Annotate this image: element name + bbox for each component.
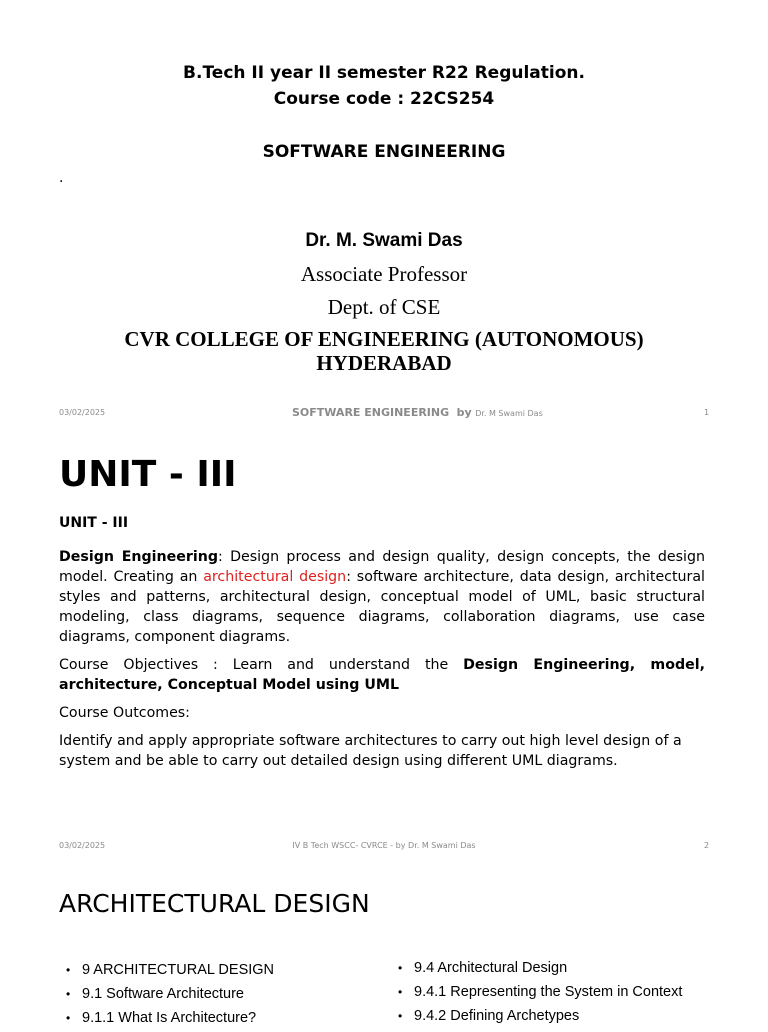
toc-item-label: 9.1.1 What Is Architecture? xyxy=(82,1010,257,1026)
design-text-1: : Design process and design quality, design concepts, the design model. Creating an xyxy=(59,549,705,585)
toc-item[interactable] xyxy=(66,1008,274,1032)
unit-subheading: UNIT - III xyxy=(59,515,129,531)
footer-date: 03/02/2025 xyxy=(59,408,106,417)
toc-item[interactable] xyxy=(66,984,274,1008)
toc-item[interactable] xyxy=(398,982,682,1006)
bullet-icon: • xyxy=(66,1011,71,1025)
bullet-icon: • xyxy=(398,985,403,999)
toc-item-label: 9.1 Software Architecture xyxy=(82,986,244,1002)
design-engineering-label: Design Engineering xyxy=(59,549,218,565)
subject-title: SOFTWARE ENGINEERING xyxy=(262,142,506,162)
architectural-design-heading: ARCHITECTURAL DESIGN xyxy=(59,889,370,918)
toc-item-label: 9.4 Architectural Design xyxy=(414,960,568,976)
footer-center-2: IV B Tech WSCC- CVRCE - by Dr. M Swami Das xyxy=(292,841,476,850)
toc-item-label: 9.4.1 Representing the System in Context xyxy=(414,984,683,1000)
footer-page-number-2: 2 xyxy=(704,841,710,850)
objectives-bold: Design Engineering, model, architecture, Conceptual Model using UML xyxy=(59,657,705,693)
course-outcomes-text: Identify and apply appropriate software architectures to carry out high level design of a system and be able to carry out detailed design using different UML diagrams. xyxy=(59,733,682,769)
footer-subject: SOFTWARE ENGINEERING xyxy=(292,406,450,419)
author-designation: Associate Professor xyxy=(300,262,468,286)
toc-left-list xyxy=(66,960,274,1032)
design-text-2: : software architecture, data design, architectural styles and patterns, architectural design, conceptual model of UML, basic structural modeling, class diagrams, sequence diagrams, collaboration diagrams, use case diagrams, component diagrams. xyxy=(59,569,705,645)
bullet-icon: • xyxy=(398,1009,403,1023)
unit-heading: UNIT - III xyxy=(59,454,237,495)
toc-item[interactable] xyxy=(398,1006,682,1030)
footer-date-2: 03/02/2025 xyxy=(59,841,106,850)
design-engineering-paragraph xyxy=(59,547,705,647)
footer-author: Dr. M Swami Das xyxy=(475,409,543,418)
toc-item-label: 9 ARCHITECTURAL DESIGN xyxy=(82,962,275,978)
course-outcomes-label: Course Outcomes: xyxy=(59,705,190,721)
footer-by: by xyxy=(456,406,472,419)
stray-dot: . xyxy=(59,170,64,186)
course-objectives-paragraph xyxy=(59,655,705,695)
toc-item-label: 9.4.2 Defining Archetypes xyxy=(414,1008,580,1024)
objectives-label: Course Objectives : Learn and understand the xyxy=(59,657,464,673)
toc-item[interactable] xyxy=(66,960,274,984)
bullet-icon: • xyxy=(66,963,71,977)
bullet-icon: • xyxy=(66,987,71,1001)
college-city: HYDERABAD xyxy=(316,351,452,375)
toc-right-list xyxy=(398,958,682,1030)
footer-title xyxy=(292,406,543,419)
toc-item[interactable] xyxy=(398,958,682,982)
author-name: Dr. M. Swami Das xyxy=(305,230,463,251)
bullet-icon: • xyxy=(398,961,403,975)
course-code: Course code : 22CS254 xyxy=(273,89,495,109)
program-line: B.Tech II year II semester R22 Regulation. xyxy=(183,63,585,83)
architectural-design-link[interactable]: architectural design xyxy=(203,569,347,585)
college-name: CVR COLLEGE OF ENGINEERING (AUTONOMOUS) xyxy=(124,327,644,351)
footer-page-number: 1 xyxy=(704,408,710,417)
author-department: Dept. of CSE xyxy=(327,295,441,319)
